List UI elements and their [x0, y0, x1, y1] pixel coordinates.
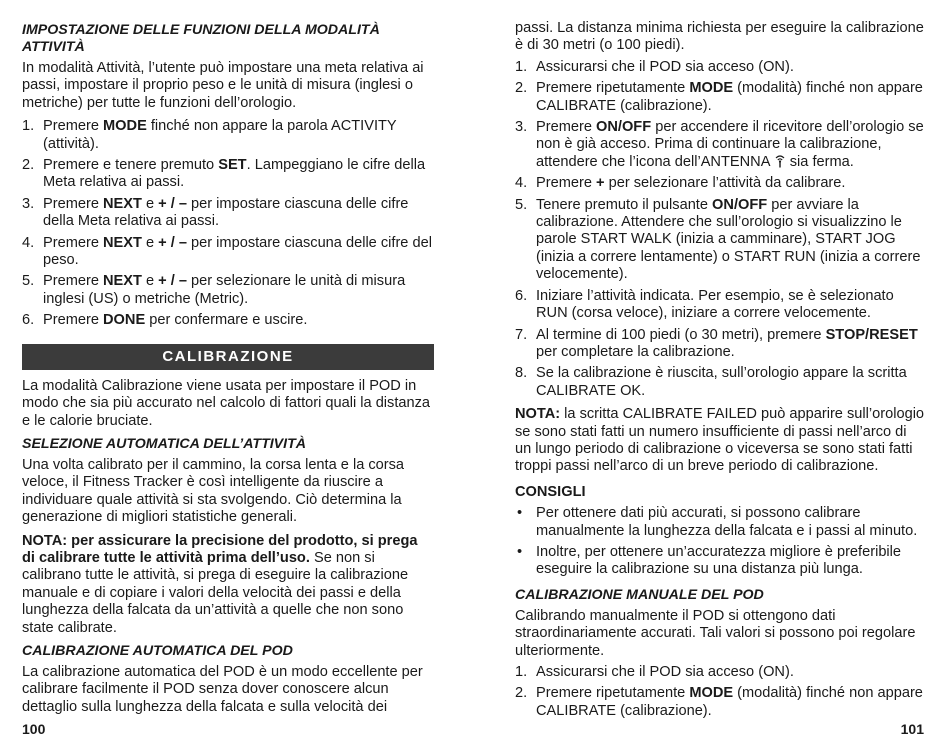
list-item: 2. Premere ripetutamente MODE (modalità) finché non appare CALIBRATE (calibrazione). — [515, 80, 923, 114]
heading-manual-pod: CALIBRAZIONE MANUALE DEL POD — [515, 586, 764, 603]
page-number-left: 100 — [22, 720, 46, 737]
page-number-right: 101 — [900, 720, 924, 737]
list-item: 5. Tenere premuto il pulsante ON/OFF per avviare la calibrazione. Attendere che sull’orologio si visualizzino le parole START WALK (inizia a camminare), START JOG (inizia a correre lentamente) o START RUN (inizia a correre velocemente). — [515, 196, 921, 283]
right-page — [515, 20, 925, 720]
tips-list — [515, 505, 925, 579]
heading-auto-pod: CALIBRAZIONE AUTOMATICA DEL POD — [22, 642, 293, 659]
list-item: 6. Premere DONE per confermare e uscire. — [22, 312, 308, 329]
section-bar-calibrazione: CALIBRAZIONE — [22, 344, 434, 370]
paragraph-activity-intro: In modalità Attività, l’utente può impostare una meta relativa ai passi, impostare il proprio peso e le unità di misura (inglesi o metriche) per tutte le funzioni dell’orologio. — [22, 60, 424, 111]
list-item: 6. Iniziare l’attività indicata. Per esempio, se è selezionato RUN (corsa veloce), iniziare a correre velocemente. — [515, 287, 894, 322]
paragraph-auto-selection: Una volta calibrato per il cammino, la corsa lenta e la corsa veloce, il Fitness Tracker è così intelligente da riuscire a individuare quale attività si sta svolgendo. Ciò determina la generazione di migliori statistiche generali. — [22, 456, 405, 526]
list-item: 2. Premere ripetutamente MODE (modalità) finché non appare CALIBRATE (calibrazione). — [515, 685, 923, 719]
paragraph-manual-pod: Calibrando manualmente il POD si ottengono dati straordinariamente accurati. Tali valori si possono poi regolare ulteriormente. — [515, 607, 916, 659]
heading-auto-selection: SELEZIONE AUTOMATICA DELL’ATTIVITÀ — [22, 435, 306, 452]
list-item: 4. Premere + per selezionare l’attività da calibrare. — [515, 175, 846, 192]
heading-consigli: CONSIGLI — [515, 483, 586, 500]
paragraph-calibration-intro: La modalità Calibrazione viene usata per impostare il POD in modo che sia più accurato nel calcolo di fattori quali la distanza e le calorie bruciate. — [22, 377, 431, 429]
list-item: 1. Assicurarsi che il POD sia acceso (ON). — [515, 664, 794, 680]
list-item: • Inoltre, per ottenere un’accuratezza migliore è preferibile eseguire la calibrazione su una distanza più lunga. — [517, 543, 902, 578]
paragraph-auto-pod: La calibrazione automatica del POD è un modo eccellente per calibrare facilmente il POD senza dover conoscere alcun dettaglio sulla lunghezza della falcata e sulla velocità dei — [22, 663, 423, 715]
left-page — [22, 22, 434, 716]
heading-activity-settings: IMPOSTAZIONE DELLE FUNZIONI DELLA MODALITÀ ATTIVITÀ — [22, 22, 380, 55]
list-item: 8. Se la calibrazione è riuscita, sull’orologio appare la scritta CALIBRATE OK. — [515, 365, 907, 399]
activity-steps-list — [22, 118, 434, 329]
list-item: 7. Al termine di 100 piedi (o 30 metri), premere STOP/RESET per completare la calibrazione. — [515, 326, 918, 360]
list-item: 1. Assicurarsi che il POD sia acceso (ON). — [515, 58, 794, 75]
manual-steps-list — [515, 664, 925, 720]
list-item: 4. Premere NEXT e + / – per impostare ciascuna delle cifre del peso. — [22, 234, 432, 269]
antenna-icon — [774, 154, 786, 168]
list-item: 3. Premere NEXT e + / – per impostare ciascuna delle cifre della Meta relativa ai passi. — [22, 195, 409, 230]
paragraph-continued: passi. La distanza minima richiesta per eseguire la calibrazione è di 30 metri (o 100 piedi). — [515, 20, 924, 54]
note-paragraph: NOTA: per assicurare la precisione del prodotto, si prega di calibrare tutte le attività prima dell’uso. Se non si calibrano tutte le attività, si prega di eseguire la calibrazione manuale e di copiare i valori della velocità dei passi e della lunghezza della falcata da un’attività a quelle che non sono state calibrate. — [22, 532, 418, 636]
calibration-steps-list — [515, 59, 925, 400]
note-calibrate-failed: NOTA: la scritta CALIBRATE FAILED può apparire sull’orologio se sono stati fatti un numero insufficiente di passi nell’arco di un lungo periodo di calibrazione o viceversa se sono stati fatti troppi passi nell’arco di un breve periodo di calibrazione. — [515, 406, 925, 475]
list-item: 2. Premere e tenere premuto SET. Lampeggiano le cifre della Meta relativa ai passi. — [22, 157, 426, 191]
list-item: 5. Premere NEXT e + / – per selezionare le unità di misura inglesi (US) o metriche (Metric). — [22, 273, 406, 307]
list-item: 1. Premere MODE finché non appare la parola ACTIVITY (attività). — [22, 118, 397, 152]
list-item: 3. Premere ON/OFF per accendere il ricevitore dell’orologio se non è già acceso. Prima di continuare la calibrazione, attendere che l’icona dell’ANTENNA sia ferma. — [515, 119, 924, 170]
list-item: • Per ottenere dati più accurati, si possono calibrare manualmente la lunghezza della falcata e i passi al minuto. — [517, 505, 918, 539]
